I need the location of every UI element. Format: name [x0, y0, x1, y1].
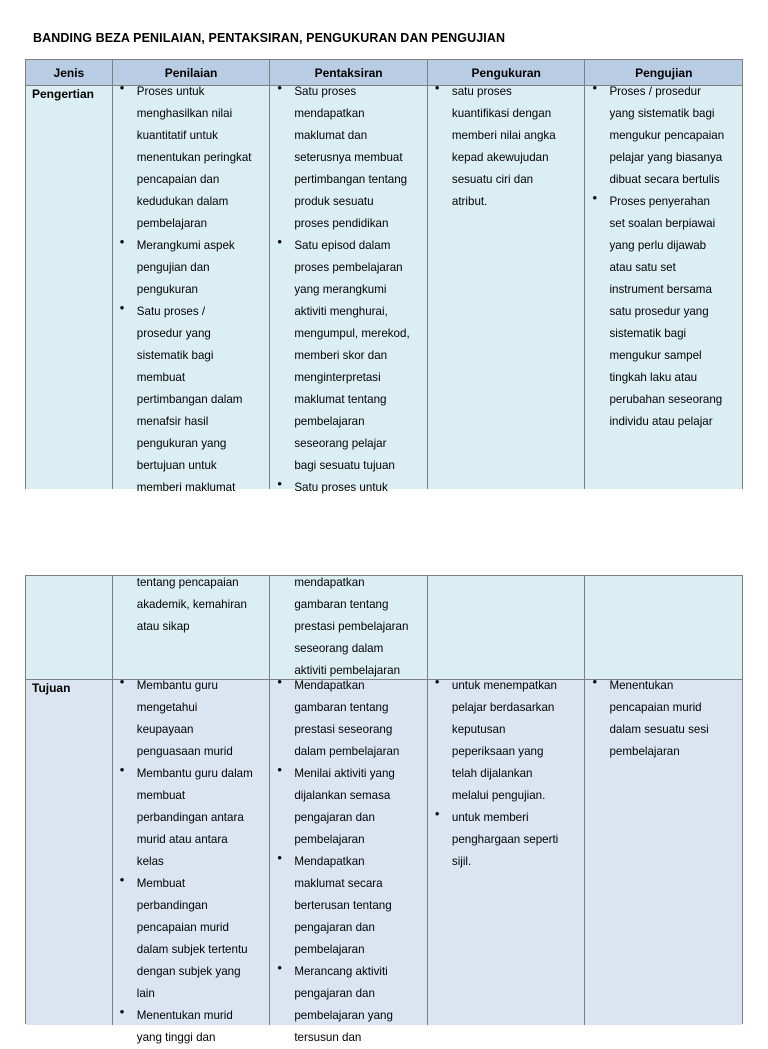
bullet-line: bagi sesuatu tujuan — [294, 459, 395, 472]
row-tujuan — [26, 679, 742, 1044]
bullet-line: produk sesuatu — [294, 195, 374, 208]
bullet-line: • Satu proses untuk — [294, 481, 388, 494]
comparison-table-part2 — [25, 575, 743, 1044]
bullet-line: membuat — [136, 789, 186, 802]
page-title: BANDING BEZA PENILAIAN, PENTAKSIRAN, PENGUKURAN DAN PENGUJIAN — [33, 31, 506, 45]
bullet-line: dengan subjek yang — [136, 965, 241, 978]
label-empty — [26, 576, 113, 679]
comparison-table-part1 — [25, 59, 743, 494]
label-tujuan: Tujuan — [26, 680, 113, 1025]
bullet-item — [270, 81, 425, 235]
bullet-line: yang perlu dijawab — [609, 239, 707, 252]
bullet-line: kuantifikasi dengan — [451, 107, 552, 120]
text-line: gambaran tentang — [294, 598, 389, 611]
bullet-line: memberi nilai angka — [451, 129, 556, 142]
bullet-line: menentukan peringkat — [136, 151, 252, 164]
bullet-line: menghasilkan nilai — [136, 107, 233, 120]
bullet-line: prosedur yang — [136, 327, 211, 340]
bullet-line: pembelajaran — [294, 943, 365, 956]
bullet-line: mendapatkan — [294, 107, 365, 120]
bullet-line: set soalan berpiawai — [609, 217, 716, 230]
bullet-line: dalam subjek tertentu — [136, 943, 248, 956]
bullet-line: pembelajaran — [294, 415, 365, 428]
bullet-line: pengujian dan — [136, 261, 210, 274]
tujuan-pengukuran-cell — [428, 680, 586, 1025]
bullet-line: melalui pengujian. — [451, 789, 546, 802]
bullet-line: • Proses penyerahan — [609, 195, 710, 208]
bullet-line: aktiviti menghurai, — [294, 305, 388, 318]
bullet-item — [113, 301, 268, 499]
bullet-line: tersusun dan — [294, 1031, 362, 1044]
bullet-line: • Menentukan — [609, 679, 674, 692]
bullet-line: penguasaan murid — [136, 745, 233, 758]
bullet-line: pembelajaran yang — [294, 1009, 393, 1022]
bullet-item — [113, 763, 268, 873]
bullet-item — [428, 675, 583, 807]
header-pengujian: Pengujian — [635, 66, 693, 80]
tujuan-pentaksiran-cell — [270, 679, 428, 1044]
bullet-line: kepad akewujudan — [451, 151, 549, 164]
bullet-line: atau satu set — [609, 261, 676, 274]
bullet-line: dibuat secara bertulis — [609, 173, 720, 186]
bullet-line: yang merangkumi — [294, 283, 387, 296]
bullet-line: pelajar berdasarkan — [451, 701, 555, 714]
header-penilaian: Penilaian — [113, 60, 271, 85]
bullet-line: • Proses untuk — [136, 85, 205, 98]
bullet-line: menafsir hasil — [136, 415, 209, 428]
pengertian-penilaian-cell — [113, 85, 271, 494]
bullet-line: • Menentukan murid — [136, 1009, 233, 1022]
header-pengukuran: Pengukuran — [428, 60, 586, 85]
bullet-line: mengumpul, merekod, — [294, 327, 410, 340]
header-jenis: Jenis — [26, 60, 113, 85]
bullet-line: bertujuan untuk — [136, 459, 217, 472]
bullet-item — [113, 873, 268, 1005]
bullet-line: gambaran tentang — [294, 701, 389, 714]
pengertian-pengukuran-cell — [428, 86, 586, 489]
pengertian-pengujian-cell — [585, 86, 742, 489]
bullet-line: seterusnya membuat — [294, 151, 403, 164]
bullet-line: • Proses / prosedur — [609, 85, 701, 98]
bullet-item — [585, 81, 740, 191]
bullet-line: pengajaran dan — [294, 987, 375, 1000]
bullet-item — [113, 1005, 268, 1049]
row-pengertian-continued — [26, 576, 742, 680]
bullet-line: • Membantu guru — [136, 679, 218, 692]
bullet-item — [113, 675, 268, 763]
bullet-line: proses pendidikan — [294, 217, 389, 230]
bullet-line: pembelajaran — [136, 217, 208, 230]
bullet-line: • Satu proses / — [136, 305, 206, 318]
bullet-item — [585, 675, 740, 763]
text-line: mendapatkan — [294, 576, 365, 589]
bullet-line: instrument bersama — [609, 283, 712, 296]
bullet-line: • Merangkumi aspek — [136, 239, 235, 252]
bullet-item — [428, 807, 583, 873]
bullet-line: pencapaian murid — [609, 701, 702, 714]
bullet-item — [270, 763, 425, 851]
bullet-line: • untuk memberi — [451, 811, 529, 824]
bullet-line: seseorang pelajar — [294, 437, 387, 450]
bullet-line: • Membuat — [136, 877, 186, 890]
bullet-line: individu atau pelajar — [609, 415, 713, 428]
header-pentaksiran: Pentaksiran — [270, 60, 428, 85]
row-pengertian — [26, 85, 742, 494]
bullet-line: proses pembelajaran — [294, 261, 403, 274]
bullet-line: keputusan — [451, 723, 506, 736]
bullet-item — [585, 191, 740, 433]
bullet-line: pengukuran — [136, 283, 199, 296]
bullet-line: kelas — [136, 855, 164, 868]
bullet-line: dijalankan semasa — [294, 789, 391, 802]
bullet-line: mengukur sampel — [609, 349, 702, 362]
bullet-line: satu prosedur yang — [609, 305, 709, 318]
bullet-line: • Mendapatkan — [294, 679, 365, 692]
bullet-line: peperiksaan yang — [451, 745, 544, 758]
bullet-line: pertimbangan tentang — [294, 173, 408, 186]
bullet-line: dalam sesuatu sesi — [609, 723, 709, 736]
bullet-line: pencapaian murid — [136, 921, 229, 934]
bullet-line: kedudukan dalam — [136, 195, 229, 208]
pengertian-penilaian-cont — [113, 576, 271, 679]
pengertian-pengukuran-cont — [428, 576, 586, 679]
bullet-line: murid atau antara — [136, 833, 228, 846]
bullet-line: sesuatu ciri dan — [451, 173, 534, 186]
text-line: aktiviti pembelajaran — [294, 664, 401, 677]
bullet-line: atribut. — [451, 195, 488, 208]
bullet-line: prestasi seseorang — [294, 723, 393, 736]
bullet-item — [428, 81, 583, 213]
tujuan-pengujian-cell — [585, 680, 742, 1025]
text-line: akademik, kemahiran — [136, 598, 247, 611]
bullet-line: memberi maklumat — [136, 481, 236, 494]
bullet-line: membuat — [136, 371, 186, 384]
bullet-item — [113, 81, 268, 235]
bullet-line: pengajaran dan — [294, 811, 375, 824]
label-pengertian: Pengertian — [26, 86, 113, 489]
bullet-line: pencapaian dan — [136, 173, 220, 186]
bullet-line: sistematik bagi — [136, 349, 214, 362]
bullet-line: memberi skor dan — [294, 349, 388, 362]
bullet-line: • Merancang aktiviti — [294, 965, 388, 978]
text-line: prestasi pembelajaran — [294, 620, 409, 633]
bullet-line: maklumat tentang — [294, 393, 387, 406]
bullet-item — [270, 235, 425, 477]
bullet-line: • Satu proses — [294, 85, 357, 98]
bullet-line: menginterpretasi — [294, 371, 381, 384]
bullet-line: sijil. — [451, 855, 472, 868]
bullet-line: • Menilai aktiviti yang — [294, 767, 395, 780]
bullet-line: pengajaran dan — [294, 921, 375, 934]
bullet-line: pembelajaran — [609, 745, 680, 758]
bullet-line: tingkah laku atau — [609, 371, 698, 384]
pengertian-pentaksiran-cell — [270, 85, 428, 494]
bullet-line: perbandingan — [136, 899, 208, 912]
bullet-line: pelajar yang biasanya — [609, 151, 723, 164]
pengertian-pengujian-cont — [585, 576, 742, 679]
bullet-line: mengetahui — [136, 701, 198, 714]
bullet-line: sistematik bagi — [609, 327, 687, 340]
text-line: seseorang dalam — [294, 642, 384, 655]
bullet-line: kuantitatif untuk — [136, 129, 218, 142]
bullet-line: • Mendapatkan — [294, 855, 365, 868]
bullet-line: perubahan seseorang — [609, 393, 723, 406]
bullet-line: berterusan tentang — [294, 899, 392, 912]
bullet-item — [270, 851, 425, 961]
bullet-line: maklumat dan — [294, 129, 368, 142]
bullet-line: pertimbangan dalam — [136, 393, 243, 406]
bullet-line: maklumat secara — [294, 877, 383, 890]
bullet-line: keupayaan — [136, 723, 194, 736]
bullet-line: pembelajaran — [294, 833, 365, 846]
bullet-item — [270, 675, 425, 763]
bullet-line: yang tinggi dan — [136, 1031, 216, 1044]
bullet-line: penghargaan seperti — [451, 833, 559, 846]
bullet-line: mengukur pencapaian — [609, 129, 725, 142]
bullet-item — [270, 477, 425, 499]
bullet-line: • Satu episod dalam — [294, 239, 391, 252]
bullet-line: dalam pembelajaran — [294, 745, 400, 758]
bullet-line: • untuk menempatkan — [451, 679, 557, 692]
bullet-line: • satu proses — [451, 85, 512, 98]
bullet-item — [113, 235, 268, 301]
bullet-line: • Membantu guru dalam — [136, 767, 253, 780]
bullet-item — [270, 961, 425, 1049]
tujuan-penilaian-cell — [113, 679, 271, 1044]
bullet-line: telah dijalankan — [451, 767, 533, 780]
pengertian-pentaksiran-cont — [270, 576, 428, 679]
bullet-line: perbandingan antara — [136, 811, 244, 824]
text-line: atau sikap — [136, 620, 190, 633]
bullet-line: pengukuran yang — [136, 437, 227, 450]
text-line: tentang pencapaian — [136, 576, 239, 589]
bullet-line: yang sistematik bagi — [609, 107, 715, 120]
bullet-line: lain — [136, 987, 155, 1000]
